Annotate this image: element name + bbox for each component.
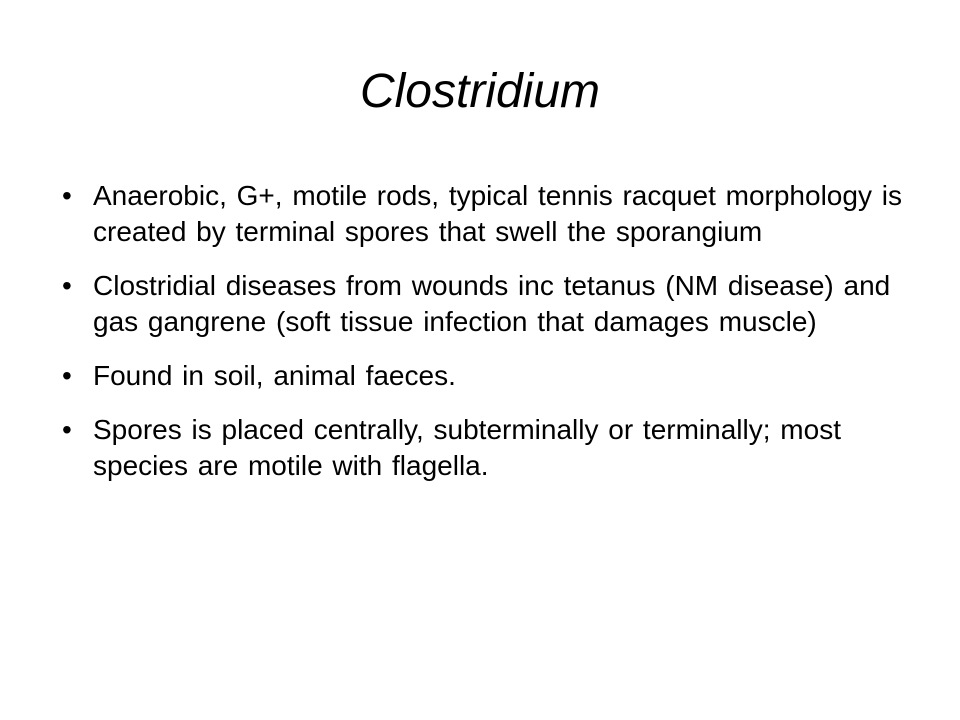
bullet-text: Spores is placed centrally, subterminally or terminally; most species are motile with flagella. — [93, 414, 841, 481]
slide-title: Clostridium — [359, 65, 601, 118]
bullet-item — [62, 358, 922, 394]
bullet-list — [62, 178, 922, 502]
bullet-item — [62, 412, 922, 484]
bullet-dot-icon: • — [62, 180, 72, 211]
bullet-dot-icon: • — [62, 360, 72, 391]
bullet-item — [62, 178, 922, 250]
bullet-text: Found in soil, animal faeces. — [93, 360, 456, 391]
bullet-text: Clostridial diseases from wounds inc tetanus (NM disease) and gas gangrene (soft tissue infection that damages muscle) — [93, 270, 891, 337]
bullet-item — [62, 268, 922, 340]
bullet-dot-icon: • — [62, 414, 72, 445]
bullet-dot-icon: • — [62, 270, 72, 301]
bullet-text: Anaerobic, G+, motile rods, typical tennis racquet morphology is created by terminal spores that swell the sporangium — [93, 180, 902, 247]
